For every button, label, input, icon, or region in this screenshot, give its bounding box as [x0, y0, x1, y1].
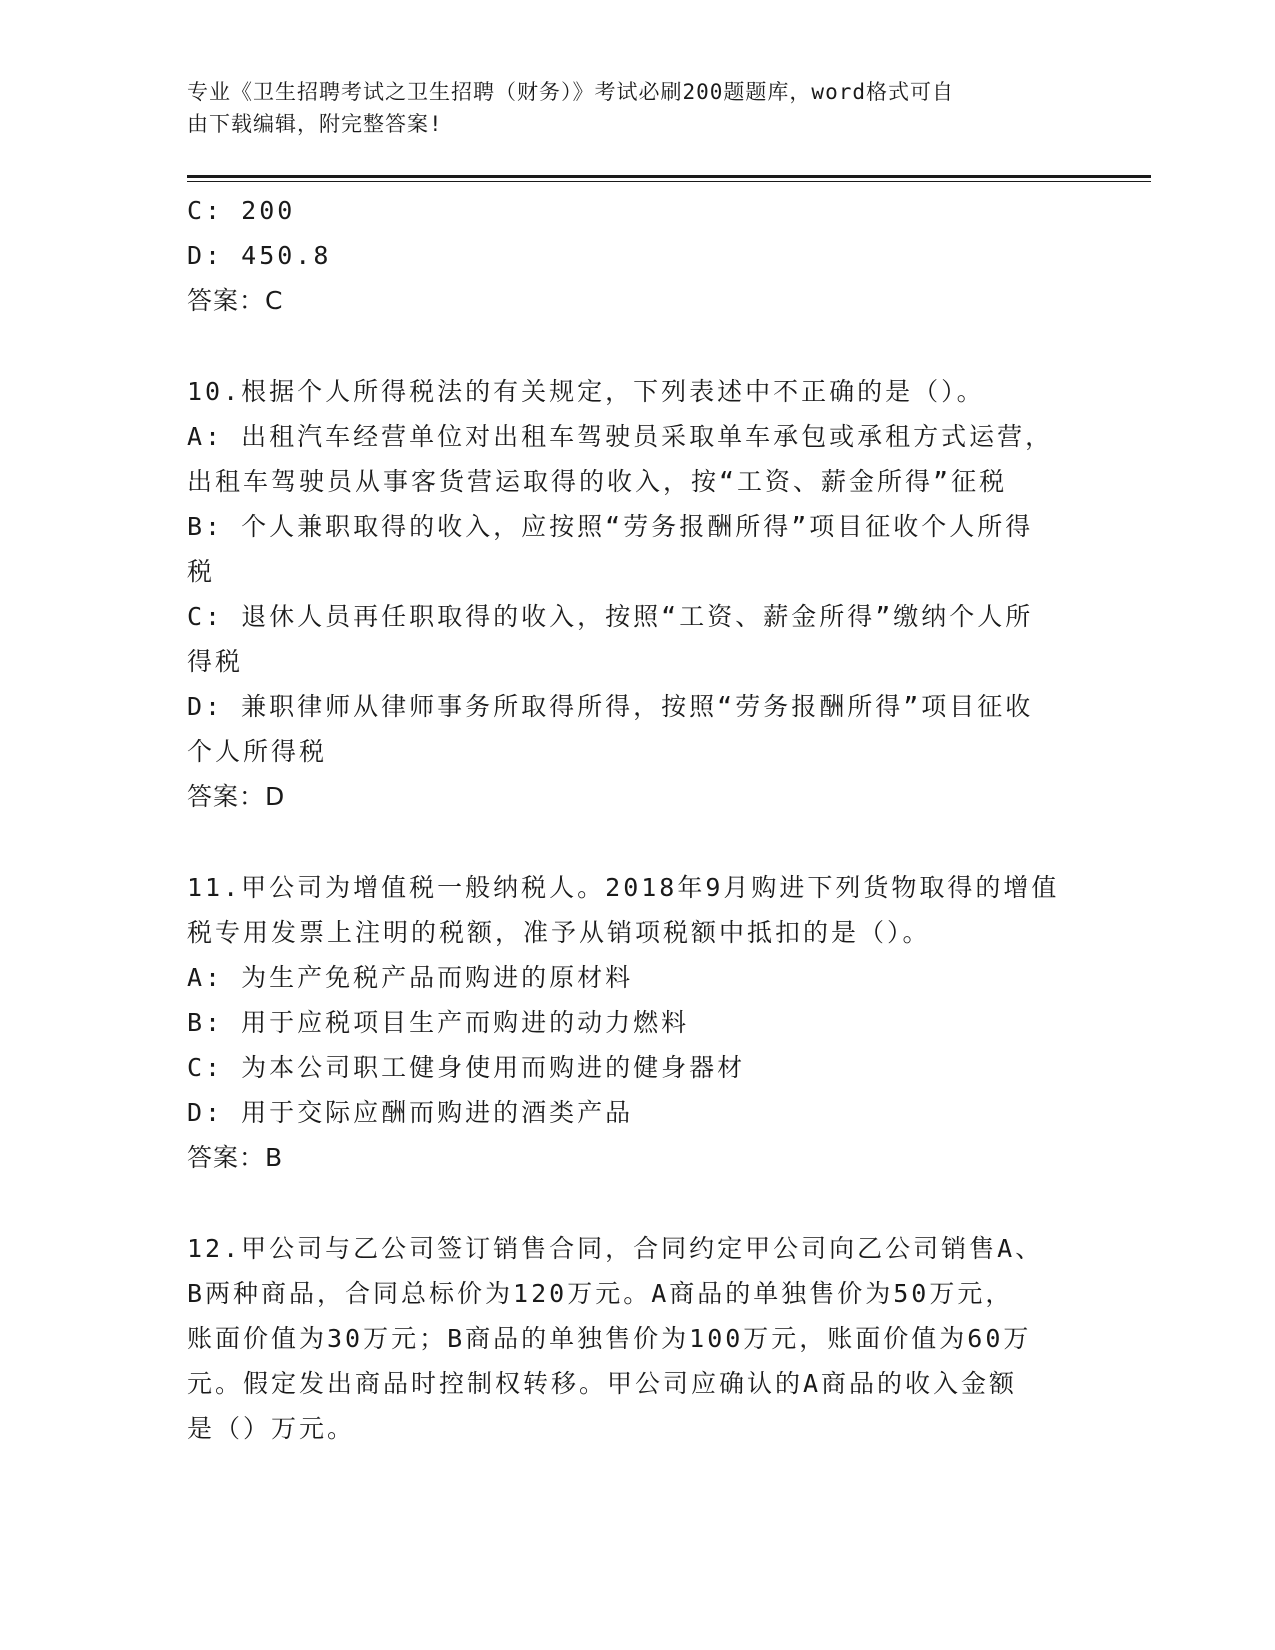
question-stem-cont: B两种商品，合同总标价为120万元。A商品的单独售价为50万元， [187, 1279, 1014, 1308]
spacer [187, 1180, 1087, 1226]
option-d: D: 兼职律师从律师事务所取得所得，按照“劳务报酬所得”项目征收 [187, 692, 1034, 721]
header-divider-thin [187, 181, 1151, 182]
answer: 答案：B [187, 1143, 284, 1172]
option-d: D: 用于交际应酬而购进的酒类产品 [187, 1098, 634, 1127]
option-b-cont: 税 [187, 557, 216, 586]
option-d-cont: 个人所得税 [187, 737, 328, 766]
question-stem: 10.根据个人所得税法的有关规定，下列表述中不正确的是（）。 [187, 377, 985, 406]
question-10 [187, 369, 1087, 819]
header-line-1: 专业《卫生招聘考试之卫生招聘（财务）》考试必刷200题题库，word格式可自 [187, 80, 954, 104]
question-stem: 12.甲公司与乙公司签订销售合同，合同约定甲公司向乙公司销售A、 [187, 1234, 1044, 1263]
question-11 [187, 865, 1087, 1180]
question-stem-cont: 元。假定发出商品时控制权转移。甲公司应确认的A商品的收入金额 [187, 1369, 1018, 1398]
answer: 答案：C [187, 286, 284, 315]
option-b: B: 用于应税项目生产而购进的动力燃料 [187, 1008, 690, 1037]
option-c: C: 为本公司职工健身使用而购进的健身器材 [187, 1053, 746, 1082]
spacer [187, 323, 1087, 369]
document-header [187, 76, 1087, 140]
header-line-2: 由下载编辑，附完整答案! [187, 112, 443, 136]
option-c: C: 退休人员再任职取得的收入，按照“工资、薪金所得”缴纳个人所 [187, 602, 1034, 631]
option-c-cont: 得税 [187, 647, 244, 676]
question-stem: 11.甲公司为增值税一般纳税人。2018年9月购进下列货物取得的增值 [187, 873, 1060, 902]
question-content [187, 188, 1087, 1451]
question-stem-cont: 账面价值为30万元；B商品的单独售价为100万元，账面价值为60万 [187, 1324, 1032, 1353]
option-b: B: 个人兼职取得的收入，应按照“劳务报酬所得”项目征收个人所得 [187, 512, 1034, 541]
spacer [187, 819, 1087, 865]
answer: 答案：D [187, 782, 286, 811]
question-12 [187, 1226, 1087, 1451]
question-stem-cont: 是（）万元。 [187, 1414, 356, 1443]
question-stem-cont: 税专用发票上注明的税额，准予从销项税额中抵扣的是（）。 [187, 918, 931, 947]
header-divider-thick [187, 175, 1151, 178]
option-c: C: 200 [187, 196, 296, 225]
question-9-tail [187, 188, 1087, 323]
option-a: A: 出租汽车经营单位对出租车驾驶员采取单车承包或承租方式运营， [187, 422, 1054, 451]
option-a-cont: 出租车驾驶员从事客货营运取得的收入，按“工资、薪金所得”征税 [187, 467, 1008, 496]
option-a: A: 为生产免税产品而购进的原材料 [187, 963, 634, 992]
option-d: D: 450.8 [187, 241, 332, 270]
